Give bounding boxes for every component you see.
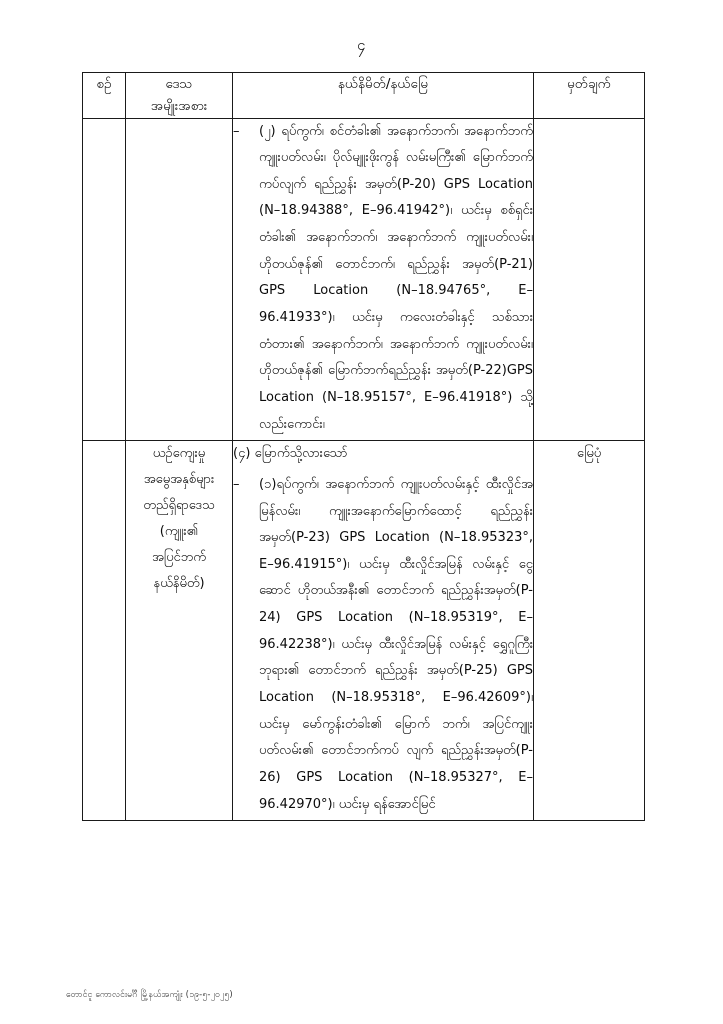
column-header-note: မှတ်ချက် — [534, 73, 645, 119]
row-1-dash: – — [233, 123, 240, 139]
table-header — [83, 73, 645, 119]
column-header-no: စဉ် — [83, 73, 126, 119]
row-1-paragraph — [233, 119, 533, 439]
column-header-type — [126, 73, 233, 119]
row-2-heading: (၄) မြောက်သို့လားသော် — [233, 446, 348, 462]
table-header-row — [83, 73, 645, 119]
row-1-note — [534, 118, 645, 441]
table-body — [83, 118, 645, 821]
table-row — [83, 441, 645, 821]
row-1-paragraph-text: (၂) ရပ်ကွက်၊ စင်တံခါး၏ အနောက်ဘက်၊ အနောက်ဘက်ကျူးပတ်လမ်း၊ ပိုလ်မျူးဖိုးကွန် လမ်းမကြီး၏ မြောက်ဘက်ကပ်လျက် ရည်ညွှန်း အမှတ်(P-20) GPS Location (N–18.94388°, E–96.41942°)၊ ယင်းမှ စစ်ရှင်းတံခါး၏ အနောက်ဘက်၊ အနောက်ဘက် ကျူးပတ်လမ်း၊ ဟိုတယ်ဇုန်၏ တောင်ဘက်၊ ရည်ညွှန်း အမှတ်(P-21) GPS Location (N–18.94765°, E–96.41933°)၊ ယင်းမှ ကလေးတံခါးနှင့် သစ်သား တံတား၏ အနောက်ဘက်၊ အနောက်ဘက် ကျူးပတ်လမ်း၊ ဟိုတယ်ဇုန်၏ မြောက်ဘက်ရည်ညွှန်း အမှတ်(P-22)GPS Location (N–18.95157°, E–96.41918°) သို့လည်းကောင်း၊ — [259, 123, 533, 432]
row-2-type-line-2: အမွေအနှစ်များ — [143, 472, 215, 488]
row-2-type-line-6: နယ်နိမိတ်) — [153, 576, 205, 592]
row-2-note: မြေပုံ — [534, 441, 645, 821]
column-header-type-line2: အမျိုးအစား — [150, 98, 208, 115]
row-2-type — [126, 441, 233, 821]
page-number: ၄ — [357, 36, 366, 54]
row-2-type-line-1: ယဉ်ကျေးမှု — [152, 446, 206, 462]
boundary-table — [82, 72, 645, 821]
footer-note: တောင်ငူ ကောလင်းမင်္ဂီ မြို့နယ်အကျုံး (၁၉-၅-၂၀၂၅) — [66, 990, 233, 1000]
row-2-dash: – — [233, 476, 240, 492]
table-row — [83, 118, 645, 441]
row-2-type-line-4: (ကျူး၏ — [159, 524, 199, 540]
row-1-no — [83, 118, 126, 441]
row-2-no — [83, 441, 126, 821]
column-header-boundary: နယ်နိမိတ်/နယ်မြေ — [233, 73, 534, 119]
row-2-paragraph — [233, 472, 533, 818]
row-1-type — [126, 118, 233, 441]
row-2-boundary — [233, 441, 534, 821]
row-2-paragraph-text: (၁)ရပ်ကွက်၊ အနောက်ဘက် ကျူးပတ်လမ်းနှင့် ထီးလှိုင်အမြန်လမ်း၊ ကျူးအနောက်မြောက်ထောင့် ရည်ညွှန်းအမှတ်(P-23) GPS Location (N–18.95323°, E–96.41915°)၊ ယင်းမှ ထီးလှိုင်အမြန် လမ်းနှင့် ငွေဆောင် ဟိုတယ်အနီး၏ တောင်ဘက် ရည်ညွှန်းအမှတ်(P-24) GPS Location (N–18.95319°, E–96.42238°)၊ ယင်းမှ ထီးလှိုင်အမြန် လမ်းနှင့် ရွှေဂူကြီးဘုရား၏ တောင်ဘက် ရည်ညွှန်း အမှတ်(P-25) GPS Location (N–18.95318°, E–96.42609°)၊ ယင်းမှ မော်ကွန်းတံခါး၏ မြောက် ဘက်၊ အပြင်ကျူးပတ်လမ်း၏ တောင်ဘက်ကပ် လျက် ရည်ညွှန်းအမှတ်(P-26) GPS Location (N–18.95327°, E–96.42970°)၊ ယင်းမှ ရန်အောင်မြင် — [259, 476, 533, 812]
row-2-type-line-5: အပြင်ဘက် — [152, 550, 206, 566]
row-2-type-line-3: တည်ရှိရာဒေသ — [143, 498, 215, 514]
row-1-boundary — [233, 118, 534, 441]
column-header-type-line1: ဒေသ — [165, 76, 193, 92]
